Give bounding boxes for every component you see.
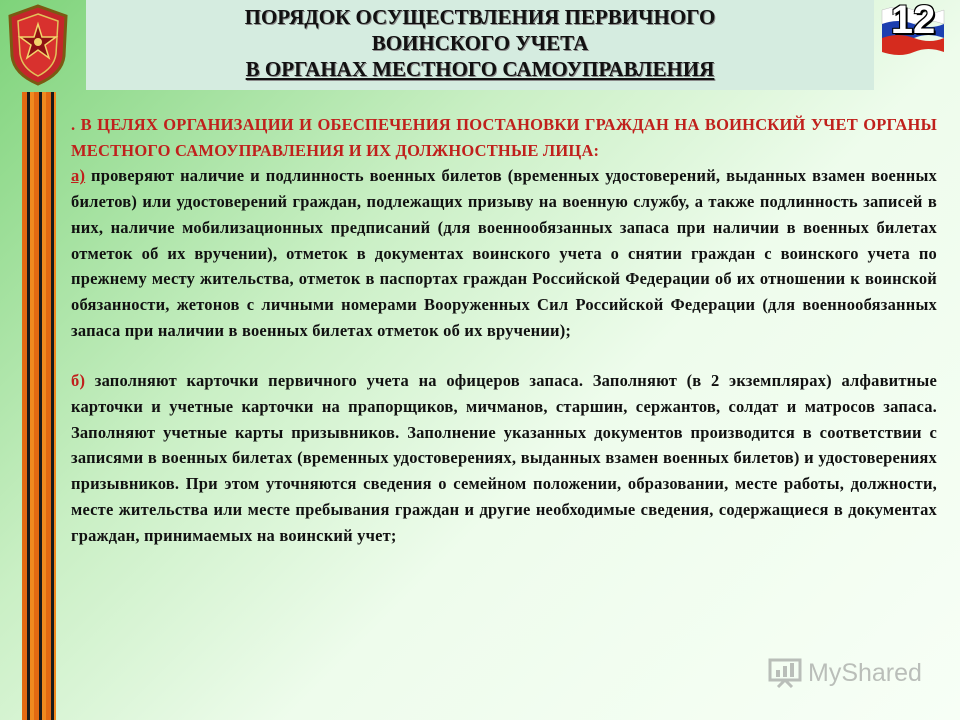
list-item-a-text: проверяют наличие и подлинность военных билетов (временных удостоверений, выданных взамен военных билетов) или удостоверений граждан, подлежащих призыву на военную службу, а также подлинность записей в них, наличие мобилизационных предписаний (для военнообязанных запаса при наличии в военных билетах отметок об их вручении), отметок в документах воинского учета о снятии граждан с воинского учета по прежнему месту жительства, отметок в паспортах граждан Российской Федерации об их отношении к воинской обязанности, жетонов с личными номерами Вооруженных Сил Российской Федерации (для военнообязанных запаса при наличии в военных билетах отметок об их вручении); — [71, 166, 937, 340]
list-item-b — [71, 368, 937, 548]
title-panel — [86, 0, 874, 90]
slide-number: 12 — [890, 0, 936, 42]
watermark — [768, 656, 928, 690]
list-marker-a: а) — [71, 166, 86, 186]
presentation-board-icon — [768, 658, 802, 688]
list-marker-b: б) — [71, 371, 86, 391]
paragraph-spacer — [71, 343, 937, 368]
watermark-text: MyShared — [808, 658, 922, 687]
military-emblem-icon — [6, 4, 70, 86]
intro-paragraph: . В ЦЕЛЯХ ОРГАНИЗАЦИИ И ОБЕСПЕЧЕНИЯ ПОСТАНОВКИ ГРАЖДАН НА ВОИНСКИЙ УЧЕТ ОРГАНЫ МЕСТНОГО САМОУПРАВЛЕНИЯ И ИХ ДОЛЖНОСТНЫЕ ЛИЦА: — [71, 115, 937, 160]
list-item-b-text: заполняют карточки первичного учета на офицеров запаса. Заполняют (в 2 экземплярах) алфавитные карточки и учетные карточки на прапорщиков, мичманов, старшин, сержантов, солдат и матросов запаса. Заполняют учетные карты призывников. Заполнение указанных документов производится в соответствии с записями в военных билетах (временных удостоверениях, выданных взамен военных билетов) и удостоверениях призывников. При этом уточняются сведения о семейном положении, образовании, месте работы, должности, месте жительства или месте пребывания граждан и другие необходимые сведения, содержащиеся в документах граждан, принимаемых на воинский учет; — [71, 371, 937, 545]
list-item-a — [71, 163, 937, 343]
content-area — [71, 112, 937, 548]
page-title-line-2: ВОИНСКОГО УЧЕТА — [371, 31, 589, 55]
st-george-ribbon — [22, 92, 56, 720]
page-title-line-1: ПОРЯДОК ОСУЩЕСТВЛЕНИЯ ПЕРВИЧНОГО — [244, 5, 716, 29]
page-title-line-3: В ОРГАНАХ МЕСТНОГО САМОУПРАВЛЕНИЯ — [245, 57, 715, 81]
